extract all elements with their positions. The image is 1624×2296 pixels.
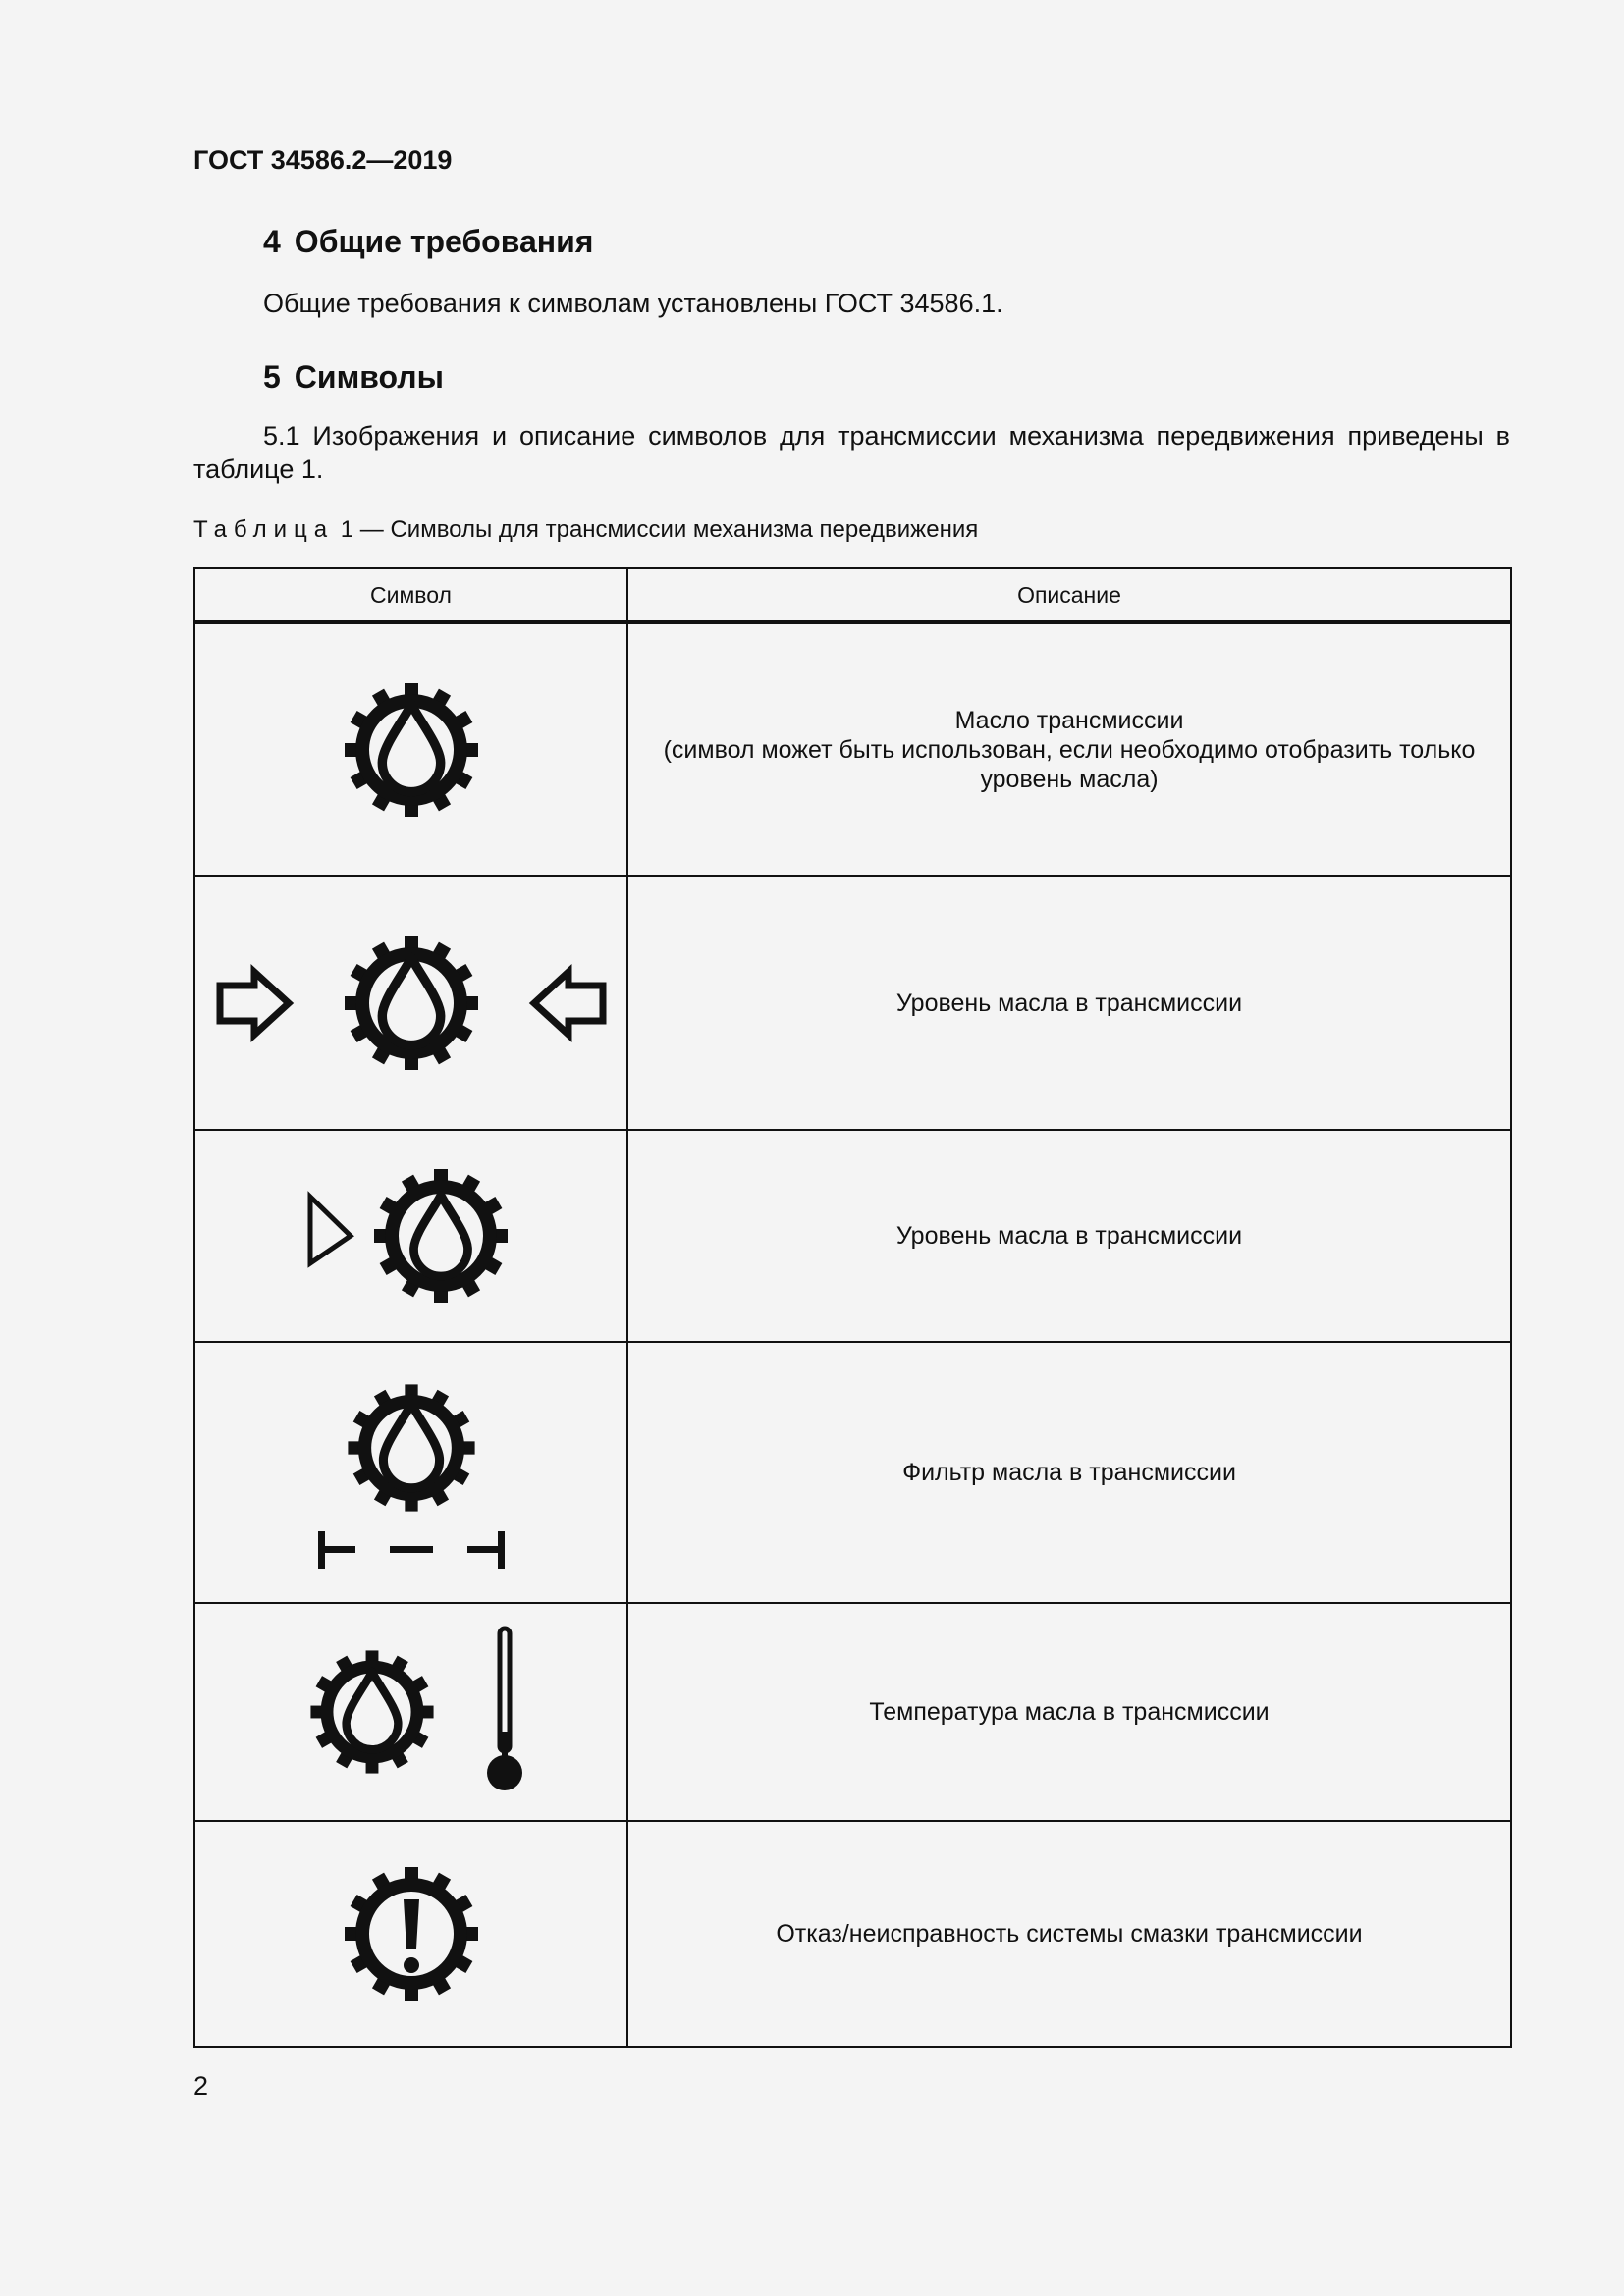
symbol-cell [194,876,627,1130]
section-5-1-paragraph-line2: таблице 1. [193,454,324,484]
page-number: 2 [193,2071,209,2101]
description-cell [627,1603,1511,1821]
table-row [194,1342,1511,1603]
symbol-cell [194,622,627,876]
gear-exclamation-icon [303,1826,519,2042]
description-line: Отказ/неисправность системы смазки трансмиссии [776,1920,1363,1948]
symbols-table [193,567,1512,2048]
symbol-cell [194,1603,627,1821]
table-row [194,876,1511,1130]
table-row [194,622,1511,876]
section-5-number: 5 [263,359,281,395]
gear-oil-drop-icon [303,642,519,858]
section-5-1-paragraph-line1: 5.1 Изображения и описание символов для трансмиссии механизма передвижения приведены в [263,421,1510,451]
table-row [194,1821,1511,2047]
description-line: Температура масла в трансмиссии [869,1698,1270,1726]
section-5-heading [263,359,444,396]
description-line: Масло трансмиссии [954,706,1184,734]
gear-oil-level-arrows-icon [205,895,618,1111]
section-4-text: Общие требования к символам установлены ГОСТ 34586.1. [263,289,1003,318]
description-line: Фильтр масла в трансмиссии [902,1459,1236,1486]
column-header-description: Описание [627,568,1511,622]
section-4-title: Общие требования [294,224,594,259]
table-row [194,1130,1511,1342]
section-5-title: Символы [294,359,444,395]
symbol-cell [194,1821,627,2047]
description-line: Уровень масла в трансмиссии [895,1222,1243,1250]
description-cell [627,876,1511,1130]
description-line: Уровень масла в трансмиссии [895,988,1243,1017]
description-cell [627,1342,1511,1603]
column-header-symbol: Символ [194,568,627,622]
document-header: ГОСТ 34586.2—2019 [193,145,453,175]
section-4-heading [263,224,593,260]
description-cell [627,622,1511,876]
table-caption [193,516,978,544]
table-row [194,1603,1511,1821]
description-note: (символ может быть использован, если необходимо отобразить только уровень масла) [663,735,1476,793]
symbol-cell [194,1342,627,1603]
table-caption-text: 1 — Символы для трансмиссии механизма передвижения [340,516,979,543]
table-caption-label: Таблица [193,516,335,543]
section-4-number: 4 [263,224,281,259]
description-cell [627,1130,1511,1342]
gear-oil-temperature-icon [284,1614,539,1810]
gear-oil-level-triangle-icon [294,1148,529,1324]
description-cell [627,1821,1511,2047]
symbol-cell [194,1130,627,1342]
gear-oil-filter-icon [303,1355,519,1590]
